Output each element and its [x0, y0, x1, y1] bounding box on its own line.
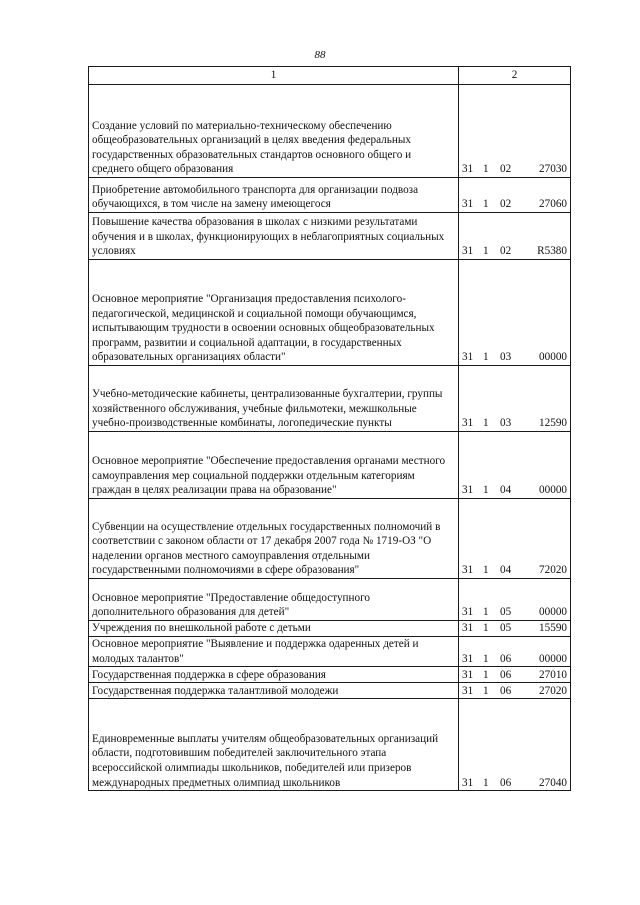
code-part-4: 12590: [539, 417, 567, 430]
code-part-2: 1: [483, 163, 489, 176]
table-row: [89, 260, 571, 366]
row-code: [459, 621, 571, 637]
table-row: [89, 213, 571, 260]
code-part-1: 31: [462, 351, 474, 364]
code-part-4: 27030: [539, 163, 567, 176]
table-row: [89, 683, 571, 699]
code-part-3: 06: [500, 668, 512, 681]
code-part-1: 31: [462, 776, 474, 789]
page-number: 88: [314, 49, 326, 61]
table-header-row: [89, 67, 571, 85]
table-row: [89, 621, 571, 637]
code-part-4: 27020: [539, 684, 567, 697]
code-part-4: 00000: [539, 351, 567, 364]
code-part-1: 31: [462, 564, 474, 577]
code-part-1: 31: [462, 622, 474, 635]
row-code: [459, 579, 571, 621]
code-part-4: 00000: [539, 484, 567, 497]
code-part-3: 06: [500, 652, 512, 665]
code-part-1: 31: [462, 652, 474, 665]
row-code: [459, 683, 571, 699]
row-name: Основное мероприятие "Выявление и поддержка одаренных детей и молодых талантов": [89, 637, 459, 667]
code-part-4: 72020: [539, 564, 567, 577]
table-row: [89, 178, 571, 213]
row-code: [459, 213, 571, 260]
row-code: [459, 85, 571, 178]
code-part-3: 02: [500, 163, 512, 176]
code-part-3: 06: [500, 684, 512, 697]
code-part-2: 1: [483, 564, 489, 577]
table-row: [89, 667, 571, 683]
code-part-4: 15590: [539, 622, 567, 635]
row-name: Учреждения по внешкольной работе с детьми: [89, 621, 459, 637]
row-name: Приобретение автомобильного транспорта для организации подвоза обучающихся, в том числе на замену имеющегося: [89, 178, 459, 213]
code-part-3: 02: [500, 245, 512, 258]
row-code: [459, 637, 571, 667]
table-row: [89, 85, 571, 178]
row-name: Государственная поддержка талантливой молодежи: [89, 683, 459, 699]
code-part-4: 00000: [539, 606, 567, 619]
code-part-1: 31: [462, 245, 474, 258]
row-code: [459, 260, 571, 366]
code-part-4: R5380: [537, 245, 567, 258]
table-row: [89, 699, 571, 791]
code-part-3: 03: [500, 417, 512, 430]
code-part-1: 31: [462, 417, 474, 430]
row-code: [459, 667, 571, 683]
table-row: [89, 579, 571, 621]
row-name: Субвенции на осуществление отдельных государственных полномочий в соответствии с законом области от 17 декабря 2007 года № 1719-ОЗ "О наделении органов местного самоуправления отдельными государственными полномочиями в сфере образования": [89, 499, 459, 579]
row-name: Основное мероприятие "Обеспечение предоставления органами местного самоуправления мер социальной поддержки отдельным категориям граждан в целях реализации права на образование": [89, 432, 459, 499]
table-row: [89, 637, 571, 667]
row-name: Повышение качества образования в школах с низкими результатами обучения и в школах, функционирующих в неблагоприятных социальных условиях: [89, 213, 459, 260]
table-row: [89, 499, 571, 579]
code-part-3: 05: [500, 606, 512, 619]
row-code: [459, 178, 571, 213]
code-part-4: 00000: [539, 652, 567, 665]
code-part-1: 31: [462, 198, 474, 211]
code-part-2: 1: [483, 484, 489, 497]
code-part-3: 06: [500, 776, 512, 789]
code-part-1: 31: [462, 668, 474, 681]
code-part-2: 1: [483, 668, 489, 681]
code-part-3: 03: [500, 351, 512, 364]
code-part-2: 1: [483, 622, 489, 635]
row-code: [459, 432, 571, 499]
row-name: Учебно-методические кабинеты, централизованные бухгалтерии, группы хозяйственного обслуживания, учебные фильмотеки, межшкольные учебно-производственные комбинаты, логопедические пункты: [89, 366, 459, 432]
row-code: [459, 699, 571, 791]
code-part-4: 27010: [539, 668, 567, 681]
code-part-4: 27040: [539, 776, 567, 789]
table-row: [89, 432, 571, 499]
code-part-3: 02: [500, 198, 512, 211]
code-part-4: 27060: [539, 198, 567, 211]
column-header-2: 2: [459, 67, 571, 85]
code-part-1: 31: [462, 684, 474, 697]
row-name: Основное мероприятие "Организация предоставления психолого-педагогической, медицинской и социальной помощи обучающимся, испытывающим трудности в освоении основных общеобразовательных программ, развитии и социальной адаптации, в государственных образовательных организациях области": [89, 260, 459, 366]
code-part-2: 1: [483, 351, 489, 364]
row-name: Государственная поддержка в сфере образования: [89, 667, 459, 683]
code-part-1: 31: [462, 484, 474, 497]
code-part-2: 1: [483, 684, 489, 697]
column-header-1: 1: [89, 67, 459, 85]
table-row: [89, 366, 571, 432]
row-name: Основное мероприятие "Предоставление общедоступного дополнительного образования для детей": [89, 579, 459, 621]
code-part-2: 1: [483, 776, 489, 789]
code-part-2: 1: [483, 245, 489, 258]
code-part-2: 1: [483, 652, 489, 665]
budget-classification-table: [88, 66, 571, 791]
code-part-3: 04: [500, 564, 512, 577]
code-part-3: 05: [500, 622, 512, 635]
row-code: [459, 366, 571, 432]
code-part-2: 1: [483, 417, 489, 430]
row-code: [459, 499, 571, 579]
row-name: Единовременные выплаты учителям общеобразовательных организаций области, подготовившим победителей заключительного этапа всероссийской олимпиады школьников, победителей или призеров международных предметных олимпиад школьников: [89, 699, 459, 791]
code-part-2: 1: [483, 198, 489, 211]
code-part-1: 31: [462, 163, 474, 176]
code-part-3: 04: [500, 484, 512, 497]
row-name: Создание условий по материально-техническому обеспечению общеобразовательных организаций в целях введения федеральных государственных образовательных стандартов основного общего и среднего общего образования: [89, 85, 459, 178]
code-part-1: 31: [462, 606, 474, 619]
code-part-2: 1: [483, 606, 489, 619]
